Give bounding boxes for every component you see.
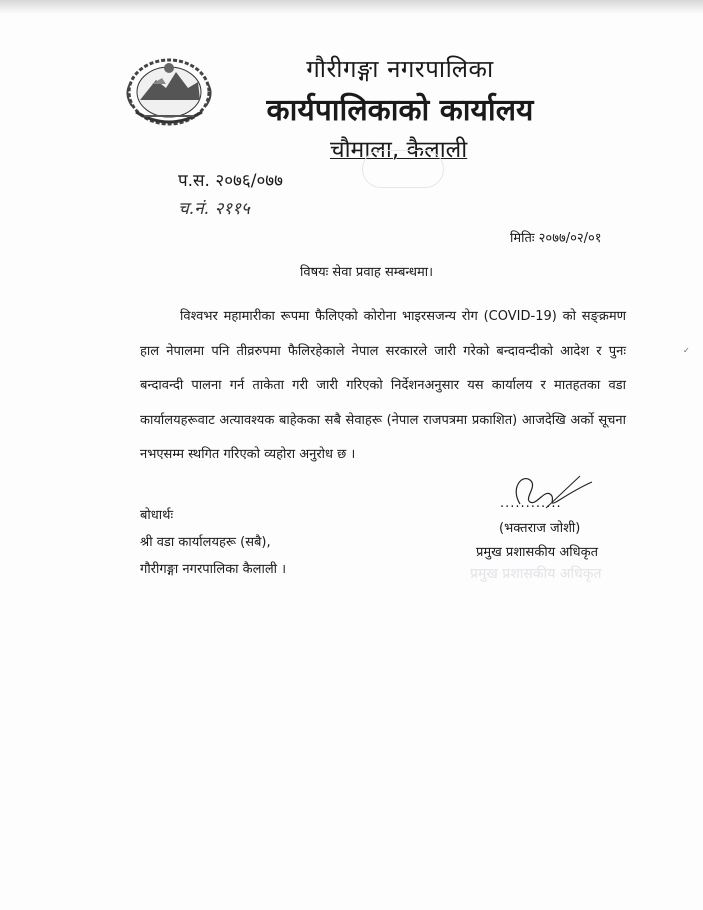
- signature-line: ............: [500, 496, 562, 511]
- letter-subject: विषयः सेवा प्रवाह सम्बन्धमा।: [300, 265, 434, 280]
- body-line: सङ्क्रमण हाल नेपालमा पनि तीव्ररुपमा फैलिरहेकाले नेपाल सरकारले जारी गरेको: [140, 309, 626, 359]
- scan-mark: ✓: [683, 346, 690, 355]
- cc-label: बोधार्थः: [140, 508, 174, 523]
- cc-recipient: श्री वडा कार्यालयहरू (सबै),: [140, 535, 271, 550]
- fiscal-year-reference: प.स. २०७६/०७७: [178, 171, 283, 191]
- body-line: विश्वभर महामारीका रूपमा फैलिएको कोरोना भाइरसजन्य रोग (COVID-19) को: [180, 309, 576, 324]
- dispatch-number: च.नं. २११५: [178, 199, 250, 219]
- signatory-designation: प्रमुख प्रशासकीय अधिकृत: [476, 545, 599, 560]
- faded-stamp-mark: [362, 150, 444, 188]
- faded-designation-stamp: प्रमुख प्रशासकीय अधिकृत: [470, 566, 602, 582]
- cc-recipient: गौरीगङ्गा नगरपालिका कैलाली ।: [140, 562, 287, 577]
- scan-edge-shadow: [0, 0, 703, 14]
- letter-date: मितिः २०७७/०२/०१: [510, 231, 602, 246]
- letter-body: [140, 300, 626, 473]
- office-location: चौमाला, कैलाली: [330, 137, 468, 163]
- body-line: यस कार्यालय र मातहतका वडा कार्यालयहरूवाट अत्यावश्यक बाहेकका सबै सेवाहरू (नेपाल: [140, 378, 626, 428]
- signatory-name: (भक्तराज जोशी): [499, 521, 581, 536]
- body-line: राजपत्रमा प्रकाशित) आजदेखि अर्को सूचना नभएसम्म स्थगित गरिएको व्यहोरा अनुरोध छ ।: [140, 412, 626, 462]
- office-name: कार्यपालिकाको कार्यालय: [266, 93, 534, 128]
- body-line: बन्दावन्दीको आदेश र पुनः बन्दावन्दी पालना गर्न ताकेता गरी जारी गरिएको निर्देशनअनुसार: [140, 343, 627, 393]
- organization-name: गौरीगङ्गा नगरपालिका: [306, 55, 494, 83]
